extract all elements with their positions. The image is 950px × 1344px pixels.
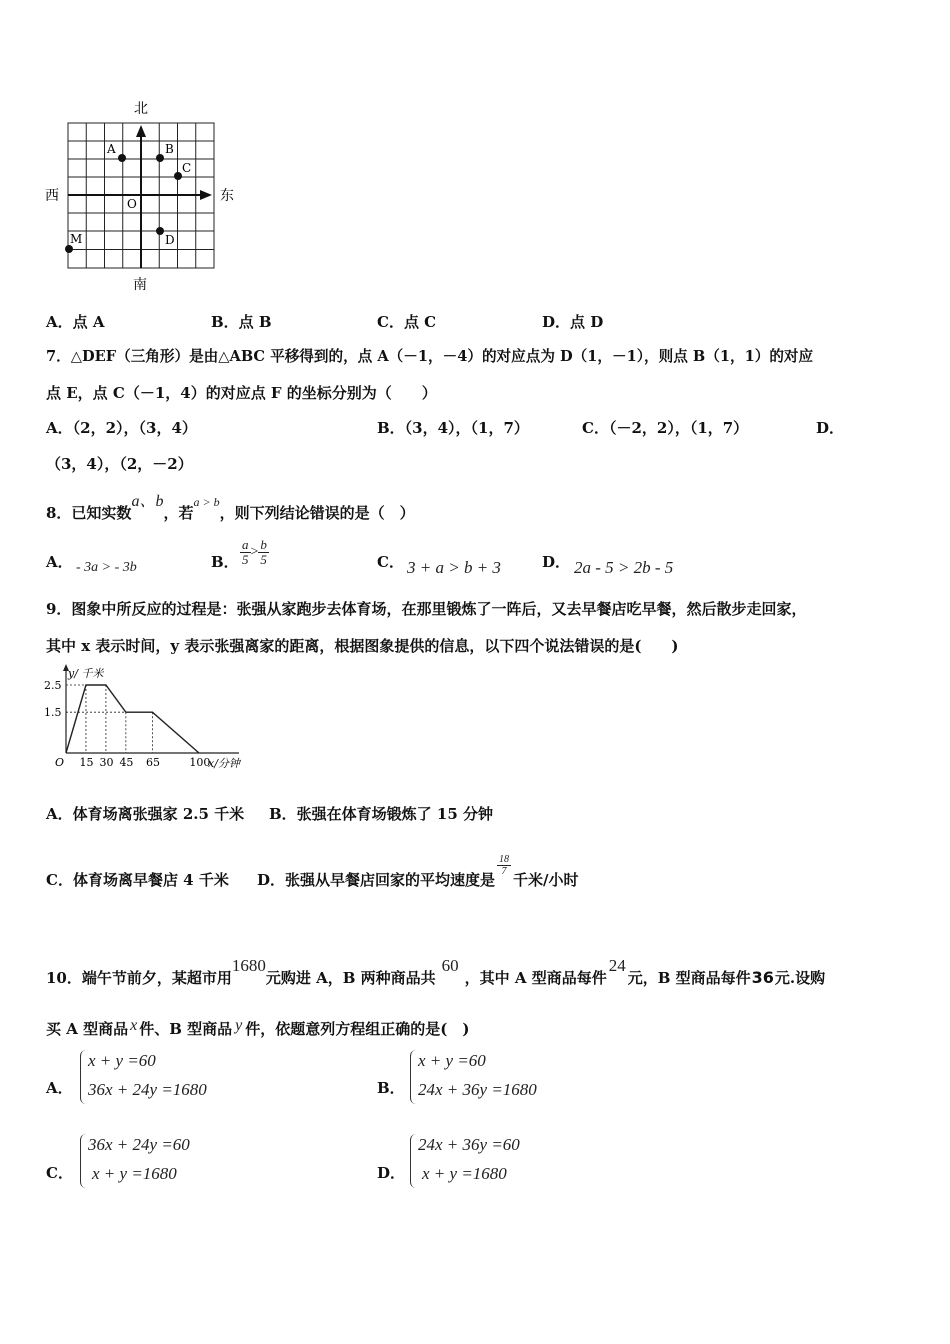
q9-option-d <box>257 853 579 893</box>
q8-mid: ，若 <box>163 504 194 522</box>
q9-option-d-suffix: 千米/小时 <box>513 871 579 889</box>
q10-stem-line2 <box>46 1018 469 1039</box>
q7-option-a: A．（2，2），（3，4） <box>46 419 197 437</box>
q10-option-c-label: C． <box>46 1164 73 1182</box>
q8-b-num1: a <box>242 537 249 552</box>
q8-option-d-expr: 2a - 5 > 2b - 5 <box>574 558 674 577</box>
q9-origin: O <box>55 756 65 769</box>
q7-option-d-label: D． <box>816 419 845 437</box>
q10-option-b-label: B． <box>377 1079 405 1097</box>
q9-stem-line2: 其中 x 表示时间，y 表示张强离家的距离，根据图象提供的信息，以下四个说法错误的是( ) <box>46 637 679 655</box>
point-b <box>156 154 164 162</box>
q6-option-c: C．点 C <box>377 313 437 331</box>
label-a: A <box>107 142 116 156</box>
q10-total-cost: 1680 <box>231 956 266 975</box>
label-d: D <box>165 233 175 247</box>
q9-x-tick-label: 30 <box>99 756 114 769</box>
q7-option-b: B．（3，4），（1，7） <box>377 419 529 437</box>
q8-b-gt: > <box>250 544 259 560</box>
q10-line2-c: 件，依题意列方程组正确的是( ) <box>245 1020 470 1038</box>
q7-stem-line1: 7．△DEF（三角形）是由△ABC 平移得到的，点 A（－1，－4）的对应点为 D（1，－1），则点 B（1，1）的对应 <box>46 348 814 365</box>
q6-option-a: A．点 A <box>46 313 105 331</box>
south-label: 南 <box>133 277 147 293</box>
q10-stem-line1 <box>46 956 826 988</box>
q8-b-den1: 5 <box>242 552 249 567</box>
coordinate-grid-figure <box>40 95 250 300</box>
point-d <box>156 227 164 235</box>
q10-line2-a: 买 A 型商品 <box>46 1020 129 1038</box>
q8-option-a-label: A． <box>46 553 73 571</box>
q8-option-a-expr: - 3a > - 3b <box>76 560 137 575</box>
q9-option-c: C．体育场离早餐店 4 千米 <box>46 871 229 889</box>
west-label: 西 <box>45 188 59 204</box>
q9-option-d-prefix: D．张强从早餐店回家的平均速度是 <box>257 871 496 889</box>
q8-prefix: 8．已知实数 <box>46 504 132 522</box>
north-label: 北 <box>134 101 148 117</box>
q8-option-c-label: C． <box>377 553 404 571</box>
q9-ylabel: y/ 千米 <box>68 667 104 680</box>
east-label: 东 <box>220 188 234 204</box>
q10-option-c-eq1: 36x + 24y =60 <box>88 1135 190 1154</box>
q8-b-num2: b <box>260 537 267 552</box>
q8-vars: a、b <box>131 493 164 510</box>
q9-distance-time-graph <box>40 660 255 775</box>
q10-option-b-eq2: 24x + 36y =1680 <box>418 1080 537 1099</box>
q7-option-c: C．（－2，2），（1，7） <box>582 419 749 437</box>
q10-option-d-eq2: x + y =1680 <box>422 1164 507 1183</box>
q9-x-tick-label: 100 <box>189 756 211 769</box>
q6-option-b: B．点 B <box>211 313 272 331</box>
point-m <box>65 245 73 253</box>
q10-p5: 元.设购 <box>774 969 826 987</box>
q10-price-b: 36 <box>751 968 774 987</box>
q9-option-a: A．体育场离张强家 2.5 千米 <box>46 805 245 823</box>
q7-stem-line2: 点 E，点 C（－1，4）的对应点 F 的坐标分别为（ ） <box>46 384 437 402</box>
q9-y-tick-label: 2.5 <box>44 679 62 692</box>
label-b: B <box>165 142 174 156</box>
q10-option-c-eq2: x + y =1680 <box>92 1164 177 1183</box>
point-c <box>174 172 182 180</box>
q9-d-num: 18 <box>499 853 510 865</box>
q9-x-tick-label: 15 <box>79 756 94 769</box>
q10-option-d-eq1: 24x + 36y =60 <box>418 1135 520 1154</box>
q10-var-y: y <box>235 1017 243 1034</box>
q8-suffix: ，则下列结论错误的是（ ） <box>219 504 415 522</box>
q10-p1: 10．端午节前夕，某超市用 <box>46 969 232 987</box>
q9-option-b: B．张强在体育场锻炼了 15 分钟 <box>269 805 493 823</box>
q10-option-a-eq1: x + y =60 <box>88 1051 156 1070</box>
q8-b-den2: 5 <box>260 552 267 567</box>
label-c: C <box>182 161 192 175</box>
q10-line2-b: 件、B 型商品 <box>139 1020 233 1038</box>
q10-var-x: x <box>130 1017 138 1034</box>
q10-p3: ，其中 A 型商品每件 <box>464 969 607 987</box>
q10-option-b-eq1: x + y =60 <box>418 1051 486 1070</box>
q9-d-den: 7 <box>501 865 507 877</box>
label-m: M <box>70 232 83 246</box>
q9-x-tick-label: 65 <box>146 756 161 769</box>
q9-stem-line1: 9．图象中所反应的过程是：张强从家跑步去体育场，在那里锻炼了一阵后，又去早餐店吃早餐，然后散步走回家， <box>46 600 807 618</box>
point-a <box>118 154 126 162</box>
q9-x-tick-label: 45 <box>119 756 134 769</box>
q8-stem <box>46 493 415 523</box>
q10-option-d-label: D． <box>377 1164 406 1182</box>
q10-p4: 元，B 型商品每件 <box>627 969 751 987</box>
q7-option-d-value: （3，4），（2，－2） <box>46 455 193 473</box>
q9-xlabel: x/分钟 <box>208 757 240 770</box>
q8-option-b-label: B． <box>211 553 239 571</box>
q8-option-d-label: D． <box>542 553 571 571</box>
q6-option-d: D．点 D <box>542 313 604 331</box>
origin-label: O <box>127 197 137 211</box>
q10-option-a-label: A． <box>46 1079 73 1097</box>
q8-option-c-expr: 3 + a > b + 3 <box>407 558 501 577</box>
q9-y-tick-label: 1.5 <box>44 706 62 720</box>
q8-option-b-expr <box>240 538 269 567</box>
q8-condition: a > b <box>193 495 220 509</box>
q10-option-a-eq2: 36x + 24y =1680 <box>88 1080 207 1099</box>
q10-total-count: 60 <box>441 956 459 975</box>
q10-p2: 元购进 A，B 两种商品共 <box>265 969 436 987</box>
q10-price-a: 24 <box>608 956 626 975</box>
